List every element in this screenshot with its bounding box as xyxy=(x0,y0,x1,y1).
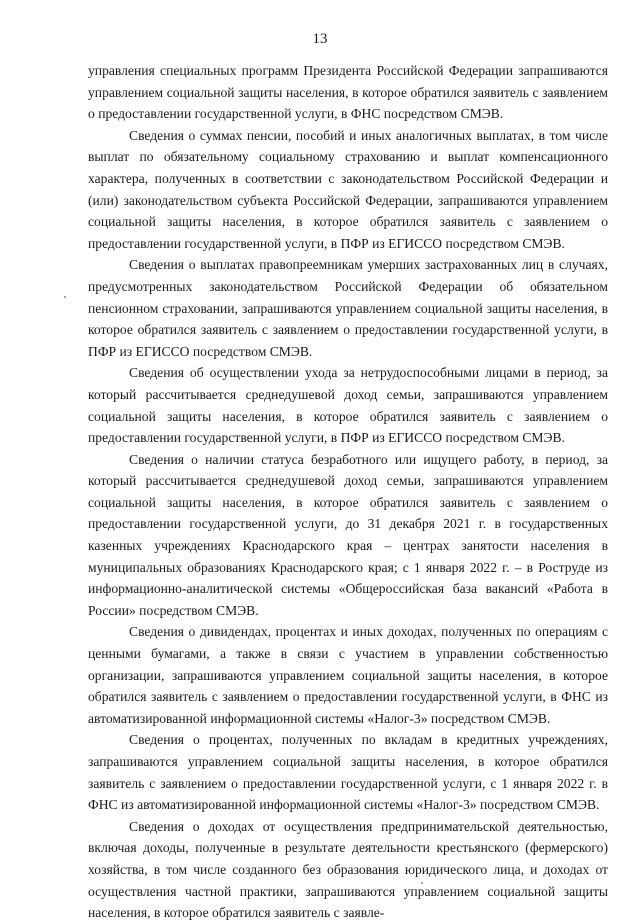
paragraph-pension-benefits: Сведения о суммах пенсии, пособий и иных аналогичных выплатах, в том числе выплат по обязательному социальному страхованию и выплат компенсационного характера, полученных в соответствии с законодательством Российской Федерации и (или) законодательством субъекта Российской Федерации, запрашиваются управлением социальной защиты населения, в которое обратился заявитель с заявлением о предоставлении государственной услуги, в ПФР из ЕГИССО посредством СМЭВ. xyxy=(88,127,608,251)
scan-speck xyxy=(421,882,423,884)
paragraph-successor-payments: Сведения о выплатах правопреемникам умерших застрахованных лиц в случаях, предусмотренных законодательством Российской Федерации об обязательном пенсионном страховании, запрашиваются управлением социальной защиты населения, в которое обратился заявитель с заявлением о предоставлении государственной услуги, в ПФР из ЕГИССО посредством СМЭВ. xyxy=(88,257,608,359)
paragraph-business-income: Сведения о доходах от осуществления предпринимательской деятельностью, включая доходы, полученные в результате деятельности крестьянского (фермерского) хозяйства, в том числе созданного без образования юридического лица, и доходах от осуществления частной практики, запрашиваются управлением социальной защиты населения, в которое обратился заявитель с заявле- xyxy=(88,818,608,921)
scan-speck xyxy=(64,296,66,298)
paragraph-deposit-interest: Сведения о процентах, полученных по вкладам в кредитных учреждениях, запрашиваются управлением социальной защиты населения, в которое обратился заявитель с заявлением о предоставлении государственной услуги, с 1 января 2022 г. в ФНС из автоматизированной информационной системы «Налог-3» посредством СМЭВ. xyxy=(88,732,608,813)
paragraph-continuation: управления специальных программ Президента Российской Федерации запрашиваются управлением социальной защиты населения, в которое обратился заявитель с заявлением о предоставлении государственной услуги, в ФНС посредством СМЭВ. xyxy=(88,63,608,122)
document-body xyxy=(88,60,608,924)
page-number: 13 xyxy=(312,31,328,47)
paragraph-dividends: Сведения о дивидендах, процентах и иных доходах, полученных по операциям с ценными бумагами, а также в связи с участием в управлении собственностью организации, запрашиваются управлением социальной защиты населения, в которое обратился заявитель с заявлением о предоставлении государственной услуги, в ФНС из автоматизированной информационной системы «Налог-3» посредством СМЭВ. xyxy=(88,624,608,726)
paragraph-unemployment-status: Сведения о наличии статуса безработного или ищущего работу, в период, за который рассчитывается среднедушевой доход семьи, запрашиваются управлением социальной защиты населения, в которое обратился заявитель с заявлением о предоставлении государственной услуги, до 31 декабря 2021 г. в государственных казенных учреждениях Краснодарского края – центрах занятости населения в муниципальных образованиях Краснодарского края; с 1 января 2022 г. – в Роструде из информационно-аналитической системы «Общероссийская база вакансий «Работа в России» посредством СМЭВ. xyxy=(88,451,608,618)
paragraph-care-for-disabled: Сведения об осуществлении ухода за нетрудоспособными лицами в период, за который рассчитывается среднедушевой доход семьи, запрашиваются управлением социальной защиты населения, в которое обратился заявитель с заявлением о предоставлении государственной услуги, в ПФР из ЕГИССО посредством СМЭВ. xyxy=(88,365,608,446)
